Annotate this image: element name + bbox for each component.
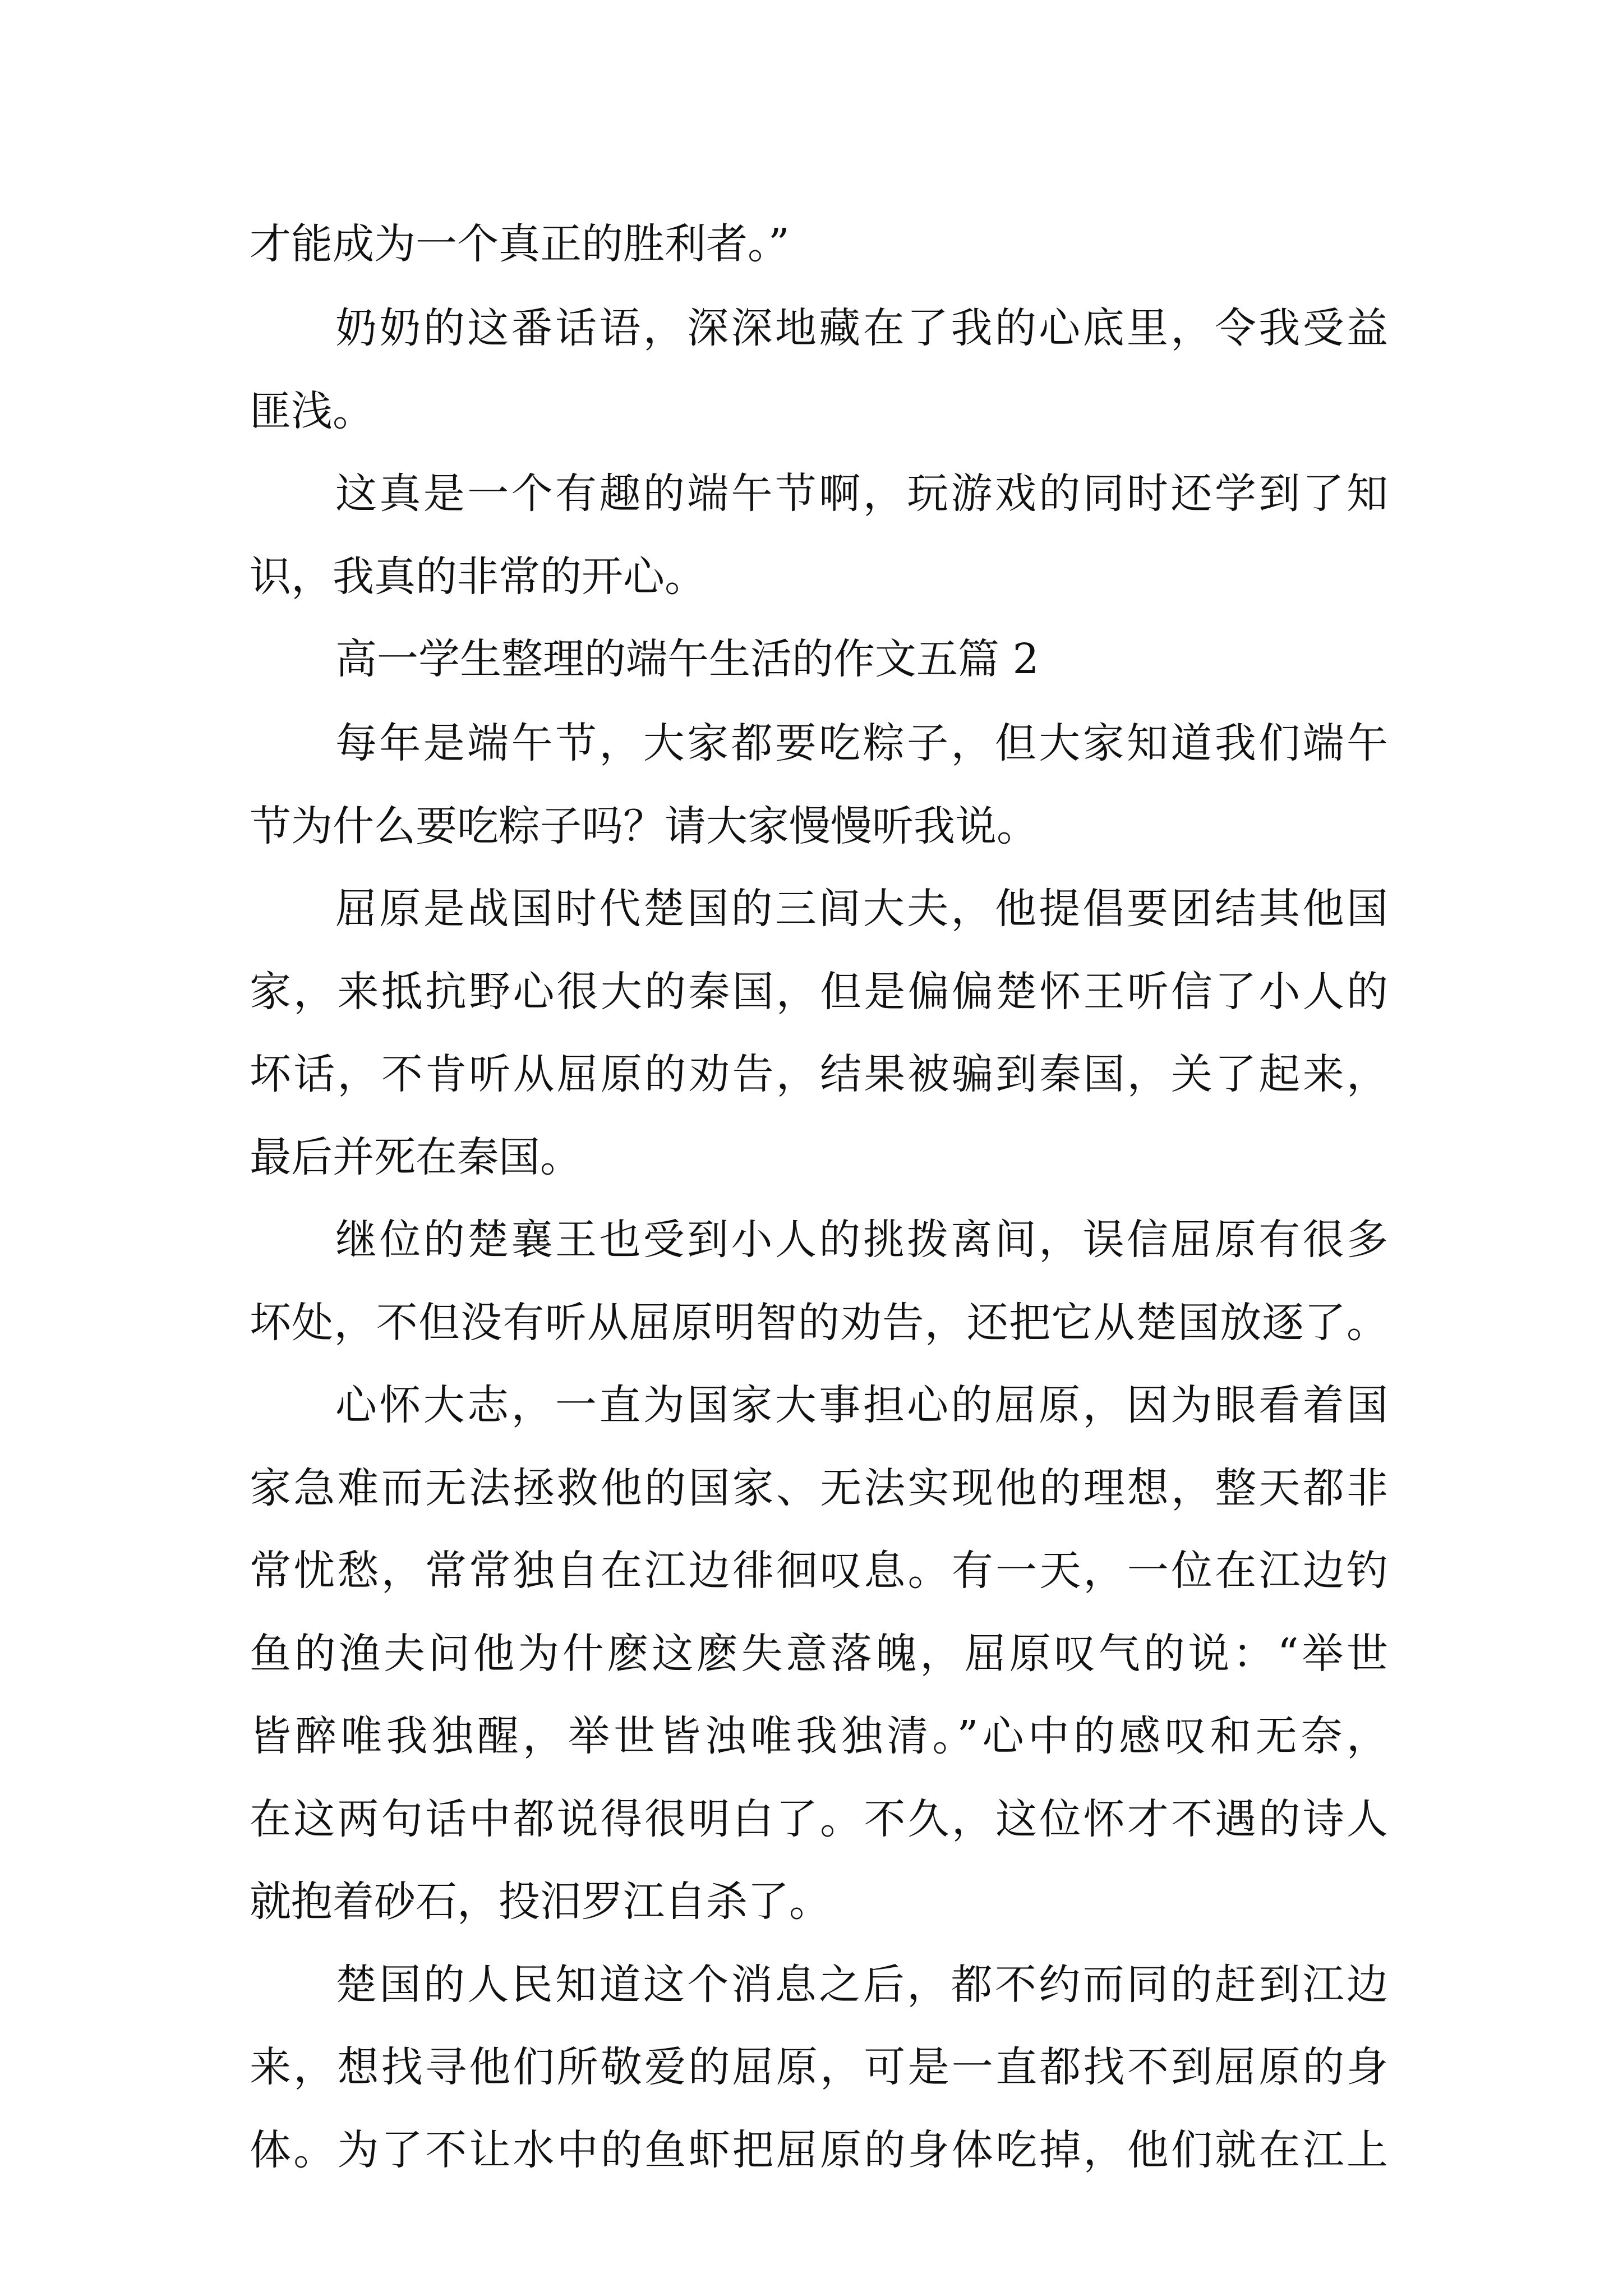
text-line: 皆醉唯我独醒，举世皆浊唯我独清。”心中的感叹和无奈， (250, 1712, 1388, 1760)
paragraph-start-line: 继位的楚襄王也受到小人的挑拨离间，误信屈原有很多 (335, 1216, 1388, 1264)
text-line: 就抱着砂石，投汨罗江自杀了。 (250, 1878, 831, 1926)
section-heading: 高一学生整理的端午生活的作文五篇 2 (335, 635, 1039, 683)
text-line: 匪浅。 (250, 387, 374, 435)
paragraph-start-line: 楚国的人民知道这个消息之后，都不约而同的赶到江边 (335, 1961, 1388, 2009)
text-line: 来，想找寻他们所敬爱的屈原，可是一直都找不到屈原的身 (250, 2043, 1388, 2091)
text-line: 家，来抵抗野心很大的秦国，但是偏偏楚怀王听信了小人的 (250, 968, 1388, 1016)
paragraph-start-line: 心怀大志，一直为国家大事担心的屈原，因为眼看着国 (335, 1381, 1388, 1429)
paragraph-start-line: 每年是端午节，大家都要吃粽子，但大家知道我们端午 (335, 719, 1388, 767)
paragraph-start-line: 这真是一个有趣的端午节啊，玩游戏的同时还学到了知 (335, 470, 1388, 518)
text-line: 在这两句话中都说得很明白了。不久，这位怀才不遇的诗人 (250, 1795, 1388, 1843)
text-line: 坏话，不肯听从屈原的劝告，结果被骗到秦国，关了起来， (250, 1050, 1388, 1098)
text-line: 坏处，不但没有听从屈原明智的劝告，还把它从楚国放逐了。 (250, 1299, 1388, 1347)
text-line: 节为什么要吃粽子吗？请大家慢慢听我说。 (250, 802, 1038, 850)
text-line: 识，我真的非常的开心。 (250, 553, 706, 601)
text-line: 常忧愁，常常独自在江边徘徊叹息。有一天，一位在江边钓 (250, 1547, 1388, 1595)
text-line: 最后并死在秦国。 (250, 1133, 582, 1181)
text-line: 才能成为一个真正的胜利者。” (250, 220, 790, 268)
text-line: 鱼的渔夫问他为什麽这麽失意落魄，屈原叹气的说：“举世 (250, 1630, 1388, 1678)
text-line: 体。为了不让水中的鱼虾把屈原的身体吃掉，他们就在江上 (250, 2126, 1388, 2174)
text-line: 家急难而无法拯救他的国家、无法实现他的理想，整天都非 (250, 1464, 1388, 1512)
paragraph-start-line: 奶奶的这番话语，深深地藏在了我的心底里，令我受益 (335, 304, 1388, 352)
paragraph-start-line: 屈原是战国时代楚国的三闾大夫，他提倡要团结其他国 (335, 885, 1388, 933)
